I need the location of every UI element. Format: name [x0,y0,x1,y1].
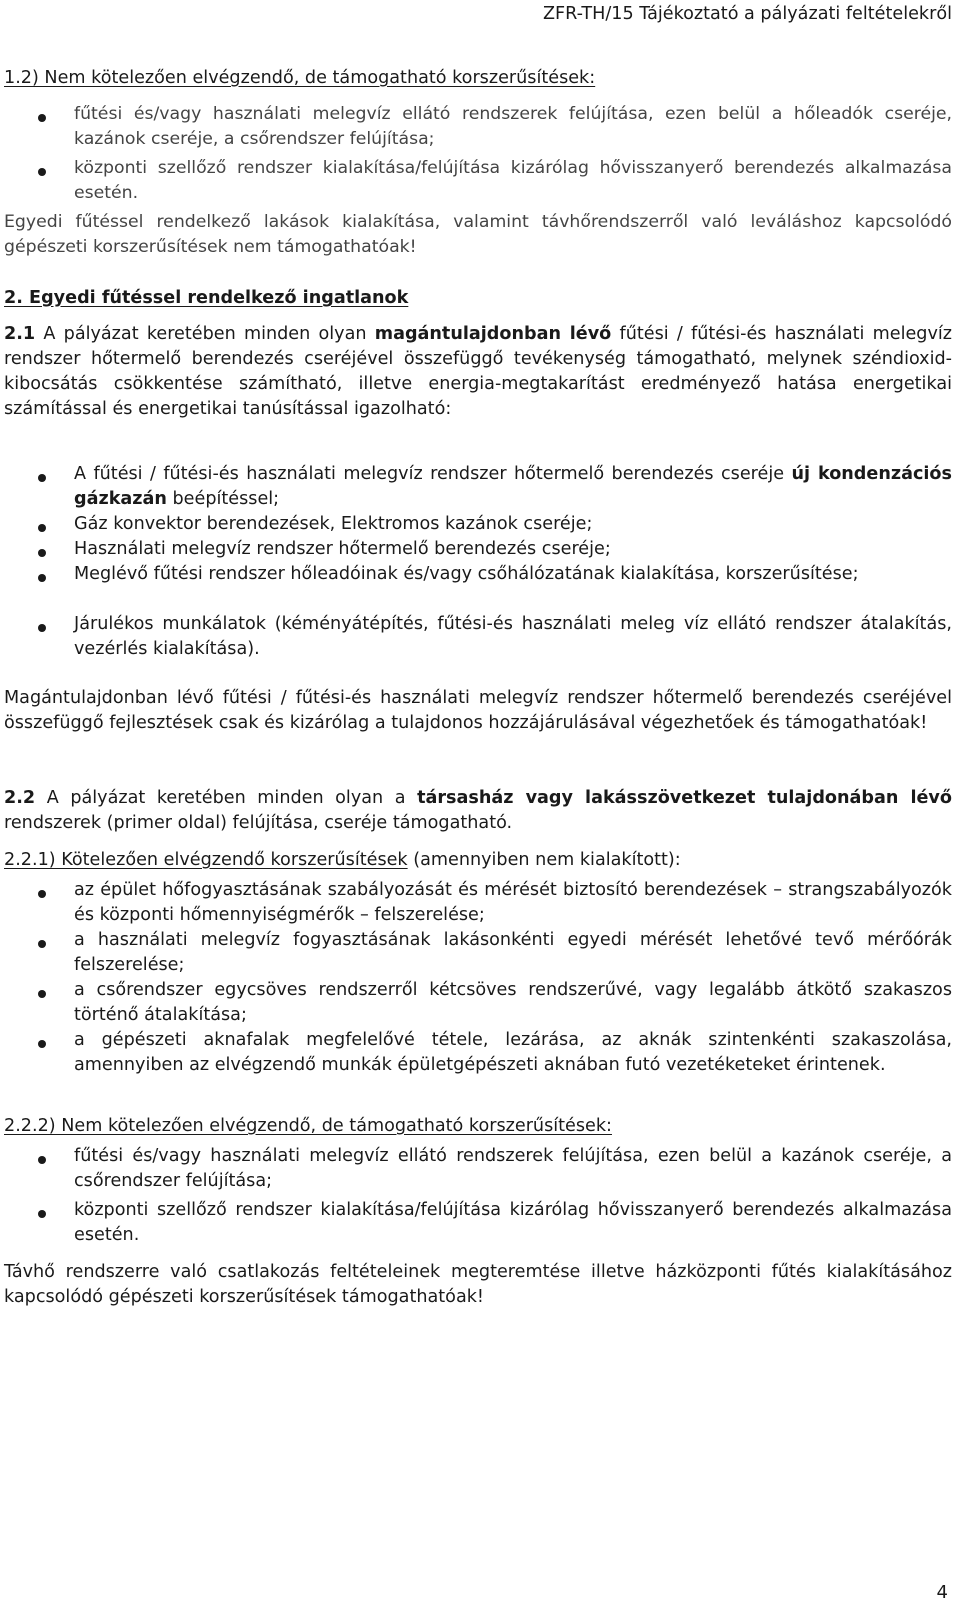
list-item: Gáz konvektor berendezések, Elektromos kazánok cseréje; [74,514,593,534]
list-item: Használati melegvíz rendszer hőtermelő berendezés cseréje; [74,539,611,559]
section-2-2-paragraph: 2.2 A pályázat keretében minden olyan a társasház vagy lakásszövetkezet tulajdonában lévő rendszerek (primer oldal) felújítása, cseréje támogatható. [4,788,952,833]
section-2-heading: 2. Egyedi fűtéssel rendelkező ingatlanok [4,288,409,308]
bullet-icon [38,114,46,122]
list-item: központi szellőző rendszer kialakítása/felújítása kizárólag hővisszanyerő berendezés alkalmazása esetén. [74,1200,952,1245]
list-item: Járulékos munkálatok (kéményátépítés, fűtési-és használati meleg víz ellátó rendszer átalakítás, vezérlés kialakítása). [74,614,952,659]
list-item: Meglévő fűtési rendszer hőleadóinak és/vagy csőhálózatának kialakítása, korszerűsítése; [74,564,859,584]
bullet-icon [38,1040,46,1048]
bullet-icon [38,574,46,582]
section-2-2-2-title: 2.2.2) Nem kötelezően elvégzendő, de támogatható korszerűsítések: [4,1116,612,1136]
list-item: a gépészeti aknafalak megfelelővé tétele, lezárása, az aknák szintenkénti szakaszolása, amennyiben az elvégzendő munkák épületgépészeti aknában futó vezetéketeket érintenek. [74,1030,952,1075]
bullet-icon [38,990,46,998]
section-1-2-title: 1.2) Nem kötelezően elvégzendő, de támogatható korszerűsítések: [4,68,596,88]
section-1-2-note: Egyedi fűtéssel rendelkező lakások kialakítása, valamint távhőrendszerről való leváláshoz kapcsolódó gépészeti korszerűsítések nem támogathatóak! [4,212,952,257]
bullet-icon [38,474,46,482]
section-2-1-note: Magántulajdonban lévő fűtési / fűtési-és használati melegvíz rendszer hőtermelő berendezés cseréjével összefüggő fejlesztések csak és kizárólag a tulajdonos hozzájárulásával végezhetőek és támogathatóak! [4,688,952,733]
section-2-2-1-title: 2.2.1) Kötelezően elvégzendő korszerűsítések (amennyiben nem kialakított): [4,850,681,870]
list-item: fűtési és/vagy használati melegvíz ellátó rendszerek felújítása, ezen belül a hőleadók cseréje, kazánok cseréje, a csőrendszer felújítása; [74,104,952,149]
list-item: központi szellőző rendszer kialakítása/felújítása kizárólag hővisszanyerő berendezés alkalmazása esetén. [74,158,952,203]
section-2-2-2-note: Távhő rendszerre való csatlakozás feltételeinek megteremtése illetve házközponti fűtés kialakításához kapcsolódó gépészeti korszerűsítések támogathatóak! [4,1262,952,1307]
list-item: az épület hőfogyasztásának szabályozását és mérését biztosító berendezések – strangszabályozók és központi hőmennyiségmérők – felszerelése; [74,880,952,925]
bullet-icon [38,890,46,898]
bullet-icon [38,940,46,948]
document-header: ZFR-TH/15 Tájékoztató a pályázati feltételekről [542,4,952,24]
bullet-icon [38,624,46,632]
page-number: 4 [936,1582,948,1603]
bullet-icon [38,549,46,557]
section-2-1-paragraph: 2.1 A pályázat keretében minden olyan magántulajdonban lévő fűtési / fűtési-és használati melegvíz rendszer hőtermelő berendezés cseréjével összefüggő tevékenység támogatható, melynek széndioxid-kibocsátás csökkentése számítható, illetve energia-megtakarítást eredményező hatása energetikai számítással és energetikai tanúsítással igazolható: [4,324,952,419]
bullet-icon [38,168,46,176]
list-item: a csőrendszer egycsöves rendszerről kétcsöves rendszerűvé, vagy legalább átkötő szakaszos történő átalakítása; [74,980,952,1025]
list-item: a használati melegvíz fogyasztásának lakásonkénti egyedi mérését lehetővé tevő mérőórák felszerelése; [74,930,952,975]
list-item: A fűtési / fűtési-és használati melegvíz rendszer hőtermelő berendezés cseréje új kondenzációs gázkazán beépítéssel; [74,464,952,509]
bullet-icon [38,524,46,532]
bullet-icon [38,1156,46,1164]
list-item: fűtési és/vagy használati melegvíz ellátó rendszerek felújítása, ezen belül a kazánok cseréje, a csőrendszer felújítása; [74,1146,952,1191]
bullet-icon [38,1210,46,1218]
